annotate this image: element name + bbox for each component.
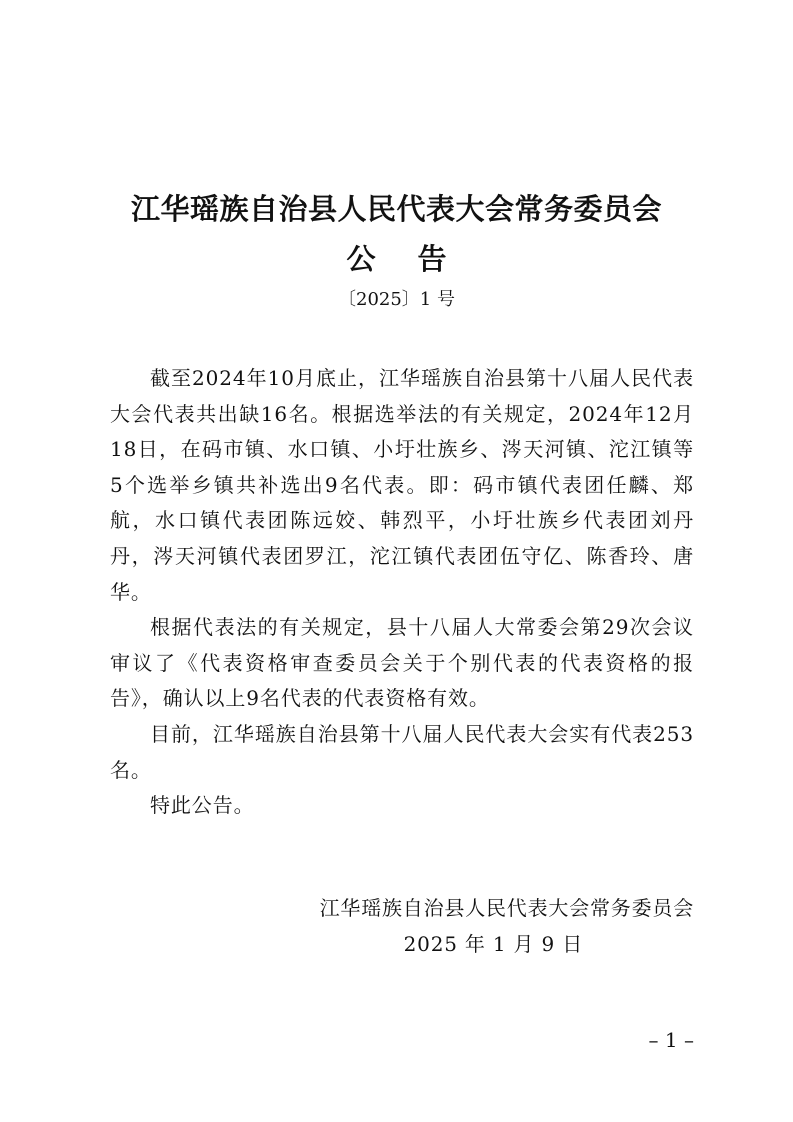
body-paragraph: 根据代表法的有关规定，县十八届人大常委会第29次会议审议了《代表资格审查委员会关于个别代表的代表资格的报告》，确认以上9名代表的代表资格有效。 <box>110 615 694 711</box>
document-subtitle: 公告 <box>346 242 489 276</box>
body-paragraph: 截至2024年10月底止，江华瑶族自治县第十八届人民代表大会代表共出缺16名。根据选举法的有关规定，2024年12月18日，在码市镇、水口镇、小圩壮族乡、涔天河镇、沱江镇等5个选举乡镇共补选出9名代表。即：码市镇代表团任麟、郑航，水口镇代表团陈远姣、韩烈平，小圩壮族乡代表团刘丹丹，涔天河镇代表团罗江，沱江镇代表团伍守亿、陈香玲、唐华。 <box>110 366 694 604</box>
document-title: 江华瑶族自治县人民代表大会常务委员会 <box>130 192 662 226</box>
issuer-signature: 江华瑶族自治县人民代表大会常务委员会 <box>319 896 694 920</box>
body-paragraph: 特此公告。 <box>150 793 255 818</box>
page-number: – 1 – <box>648 1028 694 1052</box>
issue-date: 2025 年 1 月 9 日 <box>403 932 583 956</box>
document-body <box>110 361 694 824</box>
body-paragraph: 目前，江华瑶族自治县第十八届人民代表大会实有代表253名。 <box>110 721 694 782</box>
document-number: 〔2025〕1 号 <box>338 289 455 310</box>
